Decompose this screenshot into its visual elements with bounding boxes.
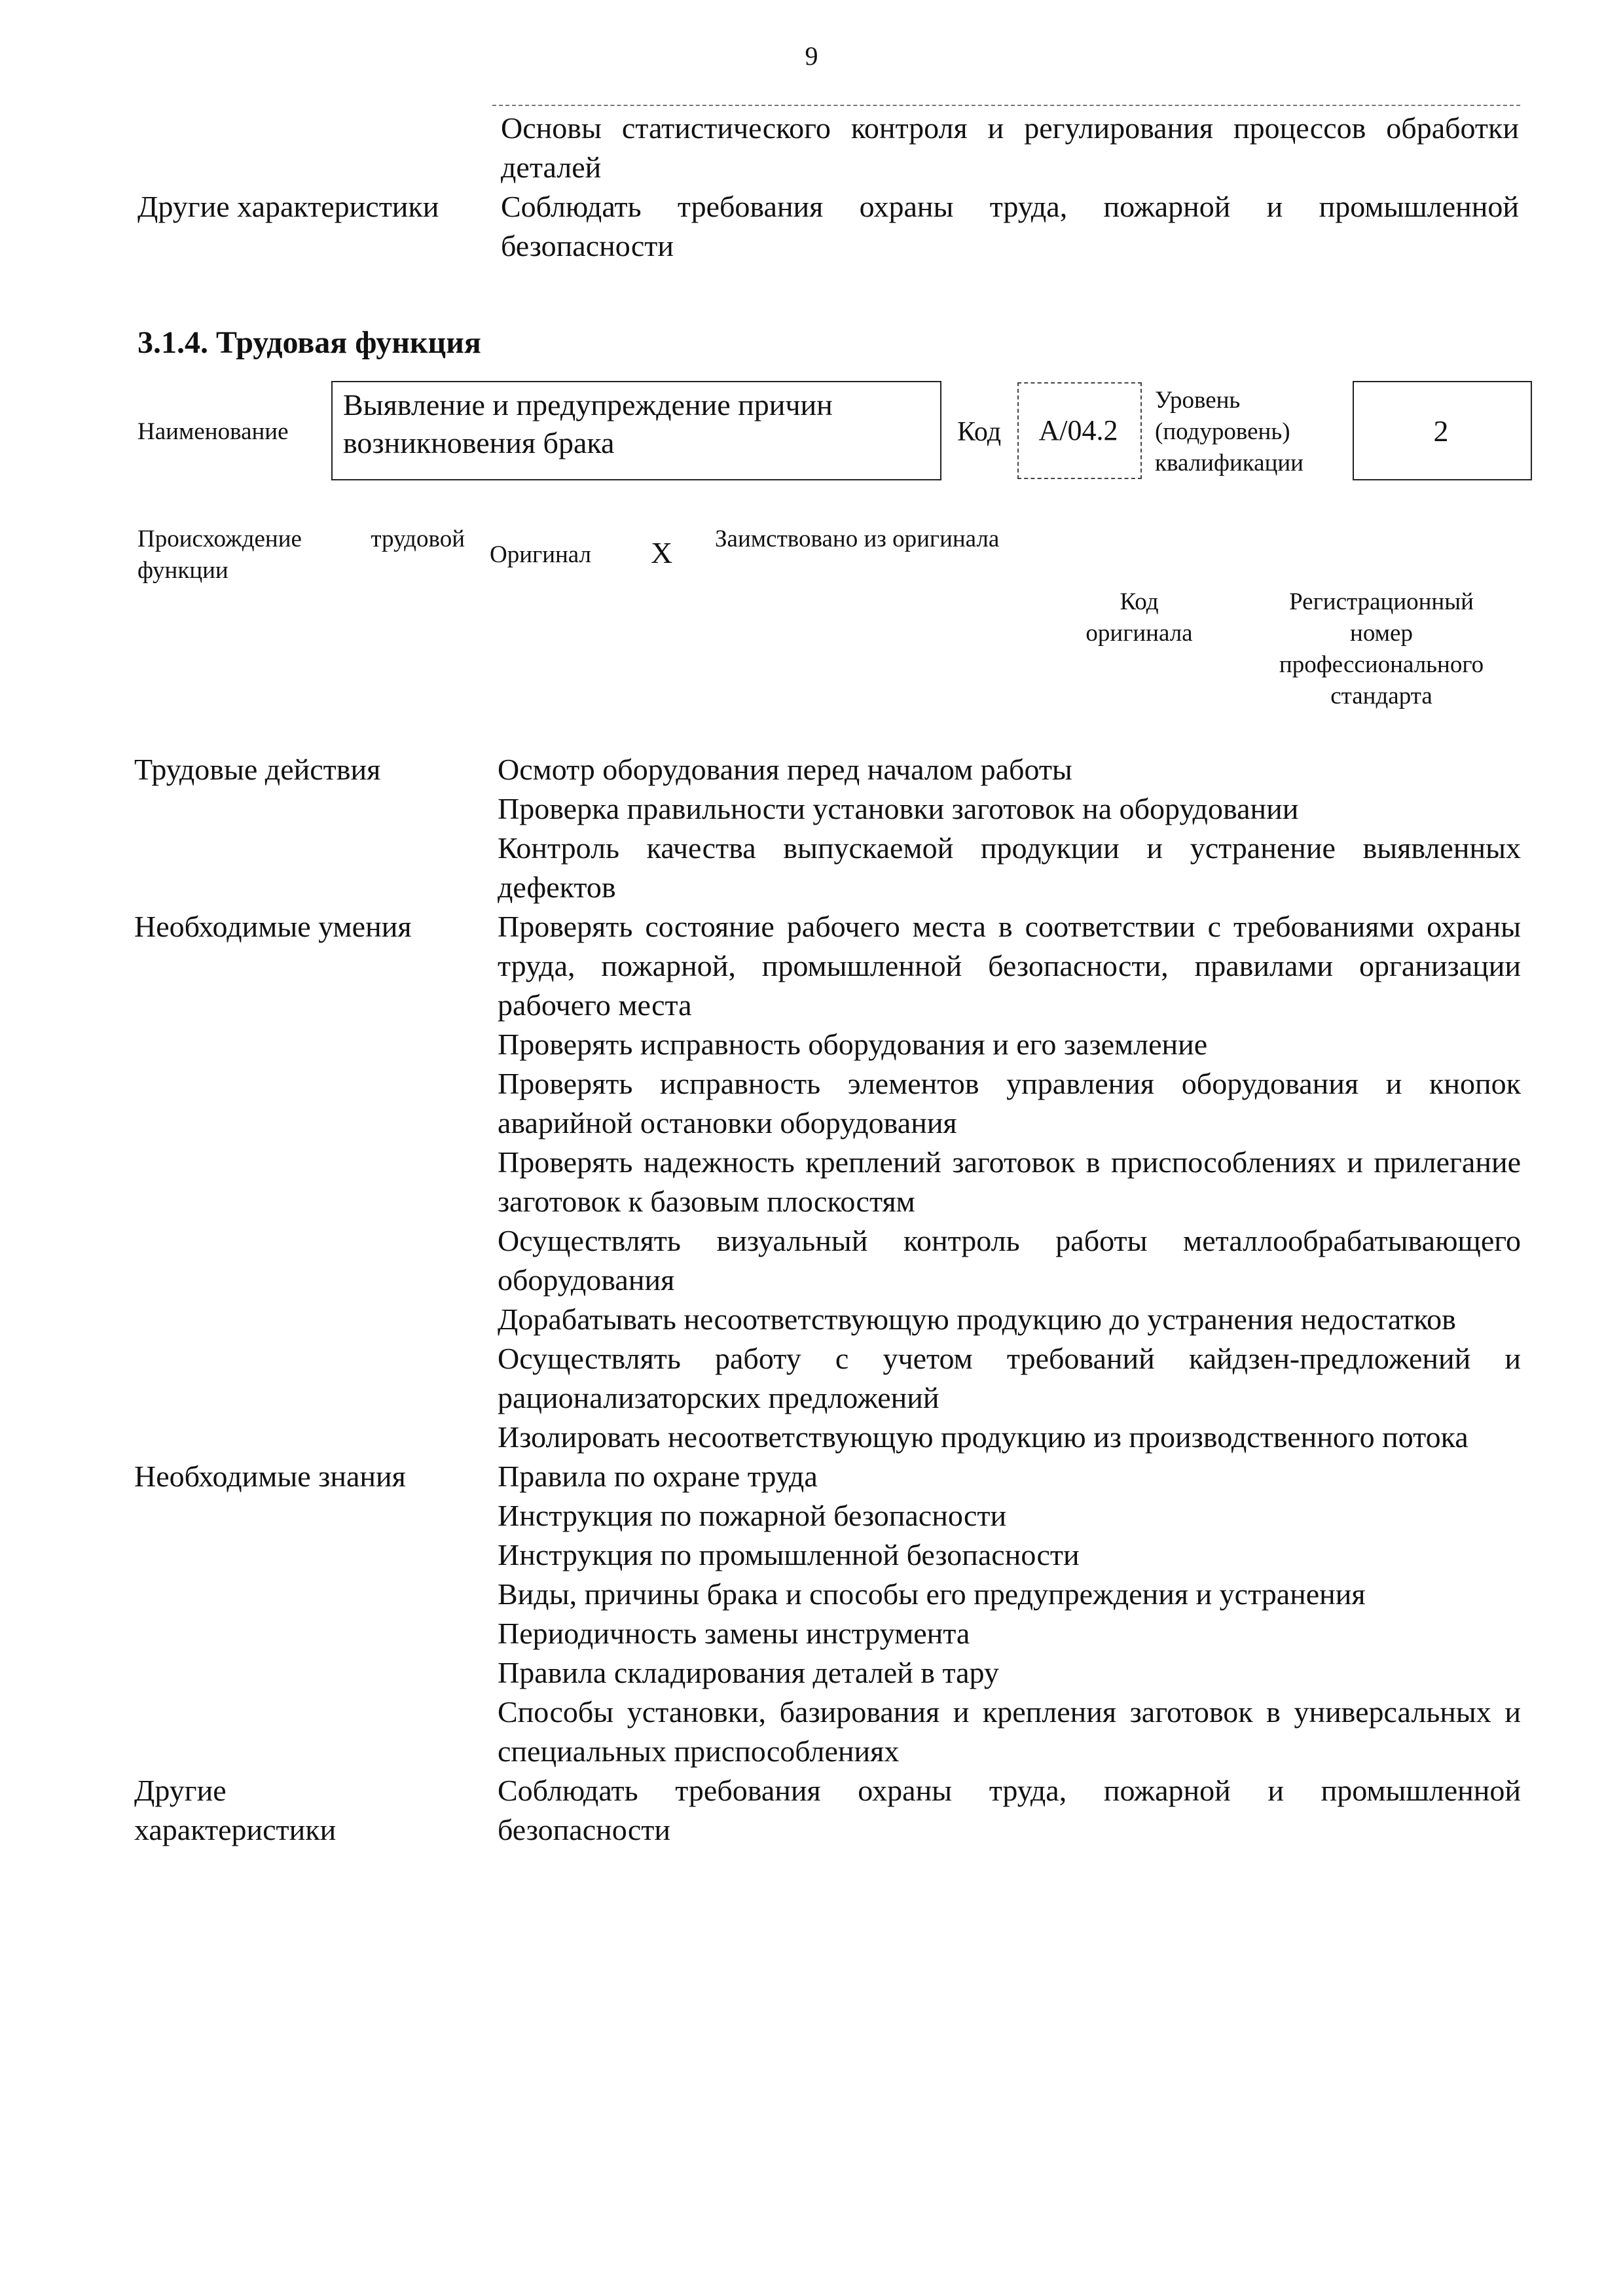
details-values [498, 1771, 1521, 1850]
origin-original: Оригинал [490, 541, 592, 568]
detail-item: Проверять надежность креплений заготовок в приспособлениях и прилегание заготовок к базовым плоскостям [498, 1145, 1521, 1218]
details-values [498, 1457, 1521, 1771]
detail-item: Правила складирования деталей в тару [498, 1656, 999, 1689]
other-characteristics-text: Соблюдать требования охраны труда, пожарной и промышленной безопасности [501, 190, 1519, 262]
level-label: Уровень (подуровень) квалификации [1155, 387, 1304, 476]
origin-reg-caption: Регистрационный номер профессионального стандарта [1279, 588, 1484, 709]
details-row-knowledge [134, 1457, 1521, 1771]
section-title: 3.1.4. Трудовая функция [137, 325, 481, 360]
details-label: Необходимые знания [134, 1460, 406, 1493]
detail-item: Осмотр оборудования перед началом работы [498, 753, 1072, 786]
origin-label: Происхождение трудовой функции [137, 526, 465, 584]
other-characteristics-label: Другие характеристики [137, 190, 439, 223]
details-values [498, 750, 1521, 907]
detail-item: Проверять состояние рабочего места в соответствии с требованиями охраны труда, пожарной, промышленной безопасности, правилами организации рабочего места [498, 910, 1521, 1022]
detail-item: Осуществлять визуальный контроль работы металлообрабатывающего оборудования [498, 1224, 1521, 1297]
top-block [137, 109, 1519, 266]
origin-borrowed [715, 524, 1055, 555]
details-row-skills [134, 907, 1521, 1457]
detail-item: Инструкция по пожарной безопасности [498, 1499, 1007, 1532]
other-characteristics-row [137, 187, 1519, 266]
detail-item: Соблюдать требования охраны труда, пожарной и промышленной безопасности [498, 1774, 1521, 1846]
detail-item: Правила по охране труда [498, 1460, 818, 1493]
details-table [134, 750, 1521, 1850]
details-label: Другие характеристики [134, 1774, 337, 1846]
detail-item: Периодичность замены инструмента [498, 1617, 970, 1650]
origin-borrowed-text: Заимствовано из оригинала [715, 526, 1000, 552]
detail-item: Инструкция по промышленной безопасности [498, 1538, 1080, 1571]
details-label: Трудовые действия [134, 753, 381, 786]
knowledge-tail-value [501, 109, 1519, 187]
knowledge-tail-row [137, 109, 1519, 187]
detail-item: Осуществлять работу с учетом требований кайдзен-предложений и рационализаторских предложений [498, 1342, 1521, 1414]
detail-item: Проверять исправность элементов управления оборудования и кнопок аварийной остановки оборудования [498, 1067, 1521, 1139]
origin-label-line [137, 524, 465, 586]
table-top-border [492, 105, 1520, 106]
page-number: 9 [805, 41, 818, 71]
origin-mark: X [651, 536, 673, 569]
code-label: Код [957, 417, 1002, 447]
detail-item: Виды, причины брака и способы его предупреждения и устранения [498, 1577, 1366, 1611]
detail-item: Проверять исправность оборудования и его заземление [498, 1028, 1208, 1061]
other-characteristics-value [501, 187, 1519, 266]
knowledge-tail-text: Основы статистического контроля и регулирования процессов обработки деталей [501, 111, 1519, 184]
details-row-actions [134, 750, 1521, 907]
name-value: Выявление и предупреждение причин возникновения брака [343, 388, 833, 459]
detail-item: Дорабатывать несоответствующую продукцию до устранения недостатков [498, 1302, 1456, 1336]
level-value: 2 [1433, 414, 1449, 448]
details-row-other [134, 1771, 1521, 1850]
detail-item: Контроль качества выпускаемой продукции и устранение выявленных дефектов [498, 831, 1521, 904]
detail-item: Проверка правильности установки заготовок на оборудовании [498, 792, 1299, 825]
detail-item: Способы установки, базирования и крепления заготовок в универсальных и специальных приспособлениях [498, 1695, 1521, 1768]
name-label: Наименование [137, 418, 289, 445]
detail-item: Изолировать несоответствующую продукцию из производственного потока [498, 1420, 1468, 1454]
details-label: Необходимые умения [134, 910, 412, 943]
details-values [498, 907, 1521, 1457]
code-value: А/04.2 [1038, 414, 1118, 446]
origin-code-caption: Код оригинала [1085, 588, 1193, 647]
